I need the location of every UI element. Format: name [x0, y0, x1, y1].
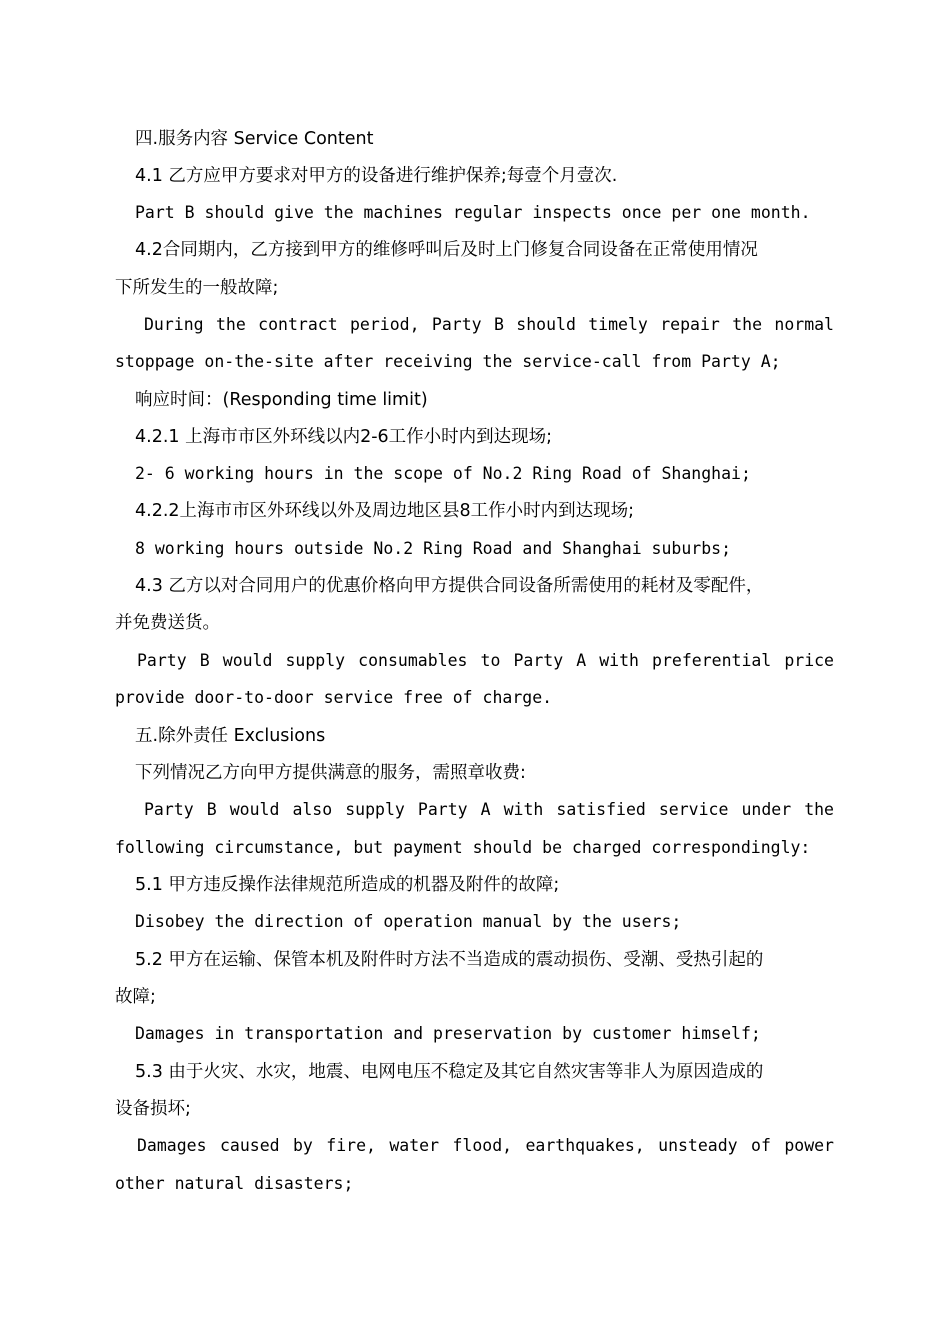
section-4-heading: 四.服务内容 Service Content — [135, 129, 374, 149]
item-4-2-2-zh: 4.2.2上海市市区外环线以外及周边地区县8工作小时内到达现场; — [135, 501, 635, 521]
item-4-2-en-line2: stoppage on-the-site after receiving the service-call from Party A; — [115, 352, 781, 371]
response-time-label: 响应时间：(Responding time limit) — [135, 390, 428, 410]
item-5-3-zh-line2: 设备损坏; — [115, 1099, 191, 1119]
item-4-1-en: Part B should give the machines regular inspects once per one month. — [135, 203, 811, 222]
item-5-3-en-line2: other natural disasters; — [115, 1174, 354, 1193]
item-4-3-zh-line1: 4.3 乙方以对合同用户的优惠价格向甲方提供合同设备所需使用的耗材及零配件， — [135, 576, 764, 596]
item-5-1-en: Disobey the direction of operation manual by the users; — [135, 912, 682, 931]
item-4-1-zh: 4.1 乙方应甲方要求对甲方的设备进行维护保养;每壹个月壹次. — [135, 166, 618, 186]
item-5-2-zh-line1: 5.2 甲方在运输、保管本机及附件时方法不当造成的震动损伤、受潮、受热引起的 — [135, 950, 764, 970]
item-4-2-zh-line2: 下所发生的一般故障; — [115, 278, 279, 298]
item-5-3-zh-line1: 5.3 由于火灾、水灾，地震、电网电压不稳定及其它自然灾害等非人为原因造成的 — [135, 1062, 764, 1082]
item-5-2-zh-line2: 故障; — [115, 987, 156, 1007]
item-4-3-en-line2: provide door-to-door service free of charge. — [115, 688, 553, 707]
item-5-1-zh: 5.1 甲方违反操作法律规范所造成的机器及附件的故障; — [135, 875, 560, 895]
item-4-3-zh-line2: 并免费送货。 — [115, 613, 220, 633]
item-5-2-en: Damages in transportation and preservation by customer himself; — [135, 1024, 761, 1043]
section-5-heading: 五.除外责任 Exclusions — [135, 726, 326, 746]
item-5-3-en-line1: Damages caused by fire, water flood, earthquakes, unsteady of power — [137, 1136, 834, 1155]
item-4-2-1-en: 2- 6 working hours in the scope of No.2 Ring Road of Shanghai; — [135, 464, 751, 483]
item-4-3-en-line1: Party B would supply consumables to Party A with preferential price — [137, 651, 834, 670]
item-4-2-en-line1: During the contract period, Party B should timely repair the normal — [144, 315, 834, 334]
item-4-2-zh-line1: 4.2合同期内，乙方接到甲方的维修呼叫后及时上门修复合同设备在正常使用情况 — [135, 240, 758, 260]
item-4-2-1-zh: 4.2.1 上海市市区外环线以内2-6工作小时内到达现场; — [135, 427, 553, 447]
section-5-intro-zh: 下列情况乙方向甲方提供满意的服务，需照章收费: — [135, 763, 526, 783]
section-5-intro-en-line1: Party B would also supply Party A with satisfied service under the — [144, 800, 834, 819]
section-5-intro-en-line2: following circumstance, but payment should be charged correspondingly: — [115, 838, 811, 857]
item-4-2-2-en: 8 working hours outside No.2 Ring Road and Shanghai suburbs; — [135, 539, 732, 558]
